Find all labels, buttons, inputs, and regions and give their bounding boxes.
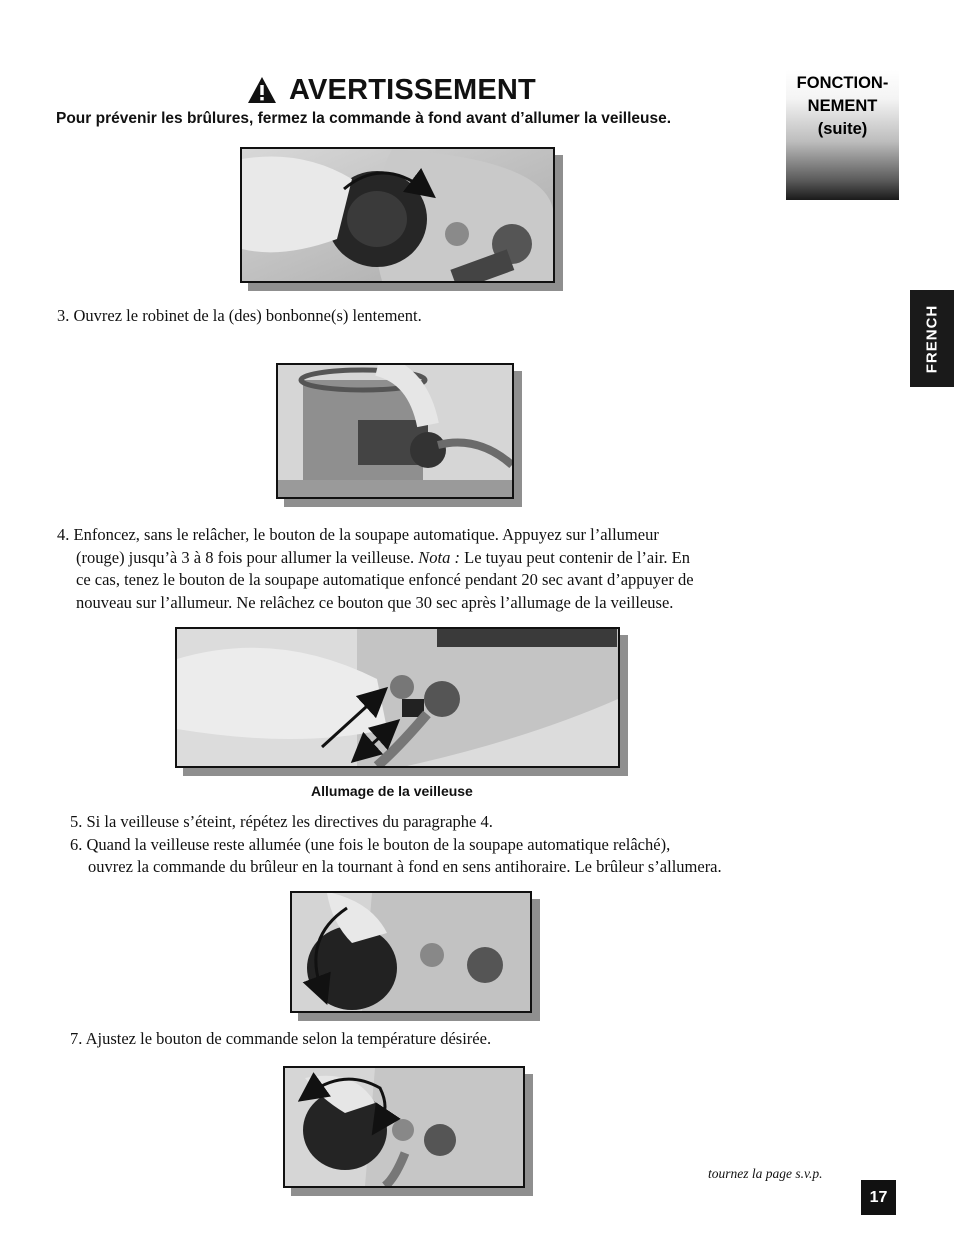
step-4-line-2 xyxy=(57,547,777,570)
step-7: 7. Ajustez le bouton de commande selon la température désirée. xyxy=(70,1029,492,1048)
language-tab xyxy=(910,290,954,387)
step-6-line-1: 6. Quand la veilleuse reste allumée (une fois le bouton de la soupape automatique relâché), xyxy=(70,834,671,854)
photo-tank-valve xyxy=(276,363,514,499)
photo-caption: Allumage de la veilleuse xyxy=(311,783,473,799)
section-tab-line3: (suite) xyxy=(817,120,868,138)
warning-title: AVERTISSEMENT xyxy=(289,73,536,106)
step-4-nota: Nota : xyxy=(418,547,460,567)
language-tab-label: FRENCH xyxy=(923,304,941,373)
section-tab xyxy=(786,70,899,200)
photo-burner-knob xyxy=(290,891,532,1013)
warning-heading xyxy=(247,70,536,110)
footer-note: tournez la page s.v.p. xyxy=(708,1166,823,1181)
warning-triangle-icon xyxy=(247,76,277,104)
step-4-line-1: 4. Enfoncez, sans le relâcher, le bouton de la soupape automatique. Appuyez sur l’allumeur xyxy=(57,525,659,544)
step-5: 5. Si la veilleuse s’éteint, répétez les directives du paragraphe 4. xyxy=(70,812,493,831)
photo-knob-off xyxy=(240,147,555,283)
step-4-line-2b: Le tuyau peut contenir de l’air. En xyxy=(464,547,691,567)
section-tab-line2: NEMENT xyxy=(807,97,878,115)
step-4-line-4: nouveau sur l’allumeur. Ne relâchez ce bouton que 30 sec après l’allumage de la veilleuse. xyxy=(76,592,674,612)
step-4-line-3: ce cas, tenez le bouton de la soupape automatique enfoncé pendant 20 sec avant d’appuyer de xyxy=(76,570,694,589)
steps-5-6 xyxy=(70,811,790,879)
photo-igniter xyxy=(175,627,620,768)
section-tab-line1: FONCTION- xyxy=(796,74,889,92)
page-number: 17 xyxy=(861,1180,896,1215)
step-4 xyxy=(57,524,777,614)
warning-subtitle: Pour prévenir les brûlures, fermez la commande à fond avant d’allumer la veilleuse. xyxy=(56,110,672,127)
step-3: 3. Ouvrez le robinet de la (des) bonbonne(s) lentement. xyxy=(57,306,422,325)
step-6-line-2: ouvrez la commande du brûleur en la tournant à fond en sens antihoraire. Le brûleur s’allumera. xyxy=(88,857,722,876)
photo-adjust-knob xyxy=(283,1066,525,1188)
step-4-line-2a: (rouge) jusqu’à 3 à 8 fois pour allumer la veilleuse. xyxy=(76,547,415,567)
